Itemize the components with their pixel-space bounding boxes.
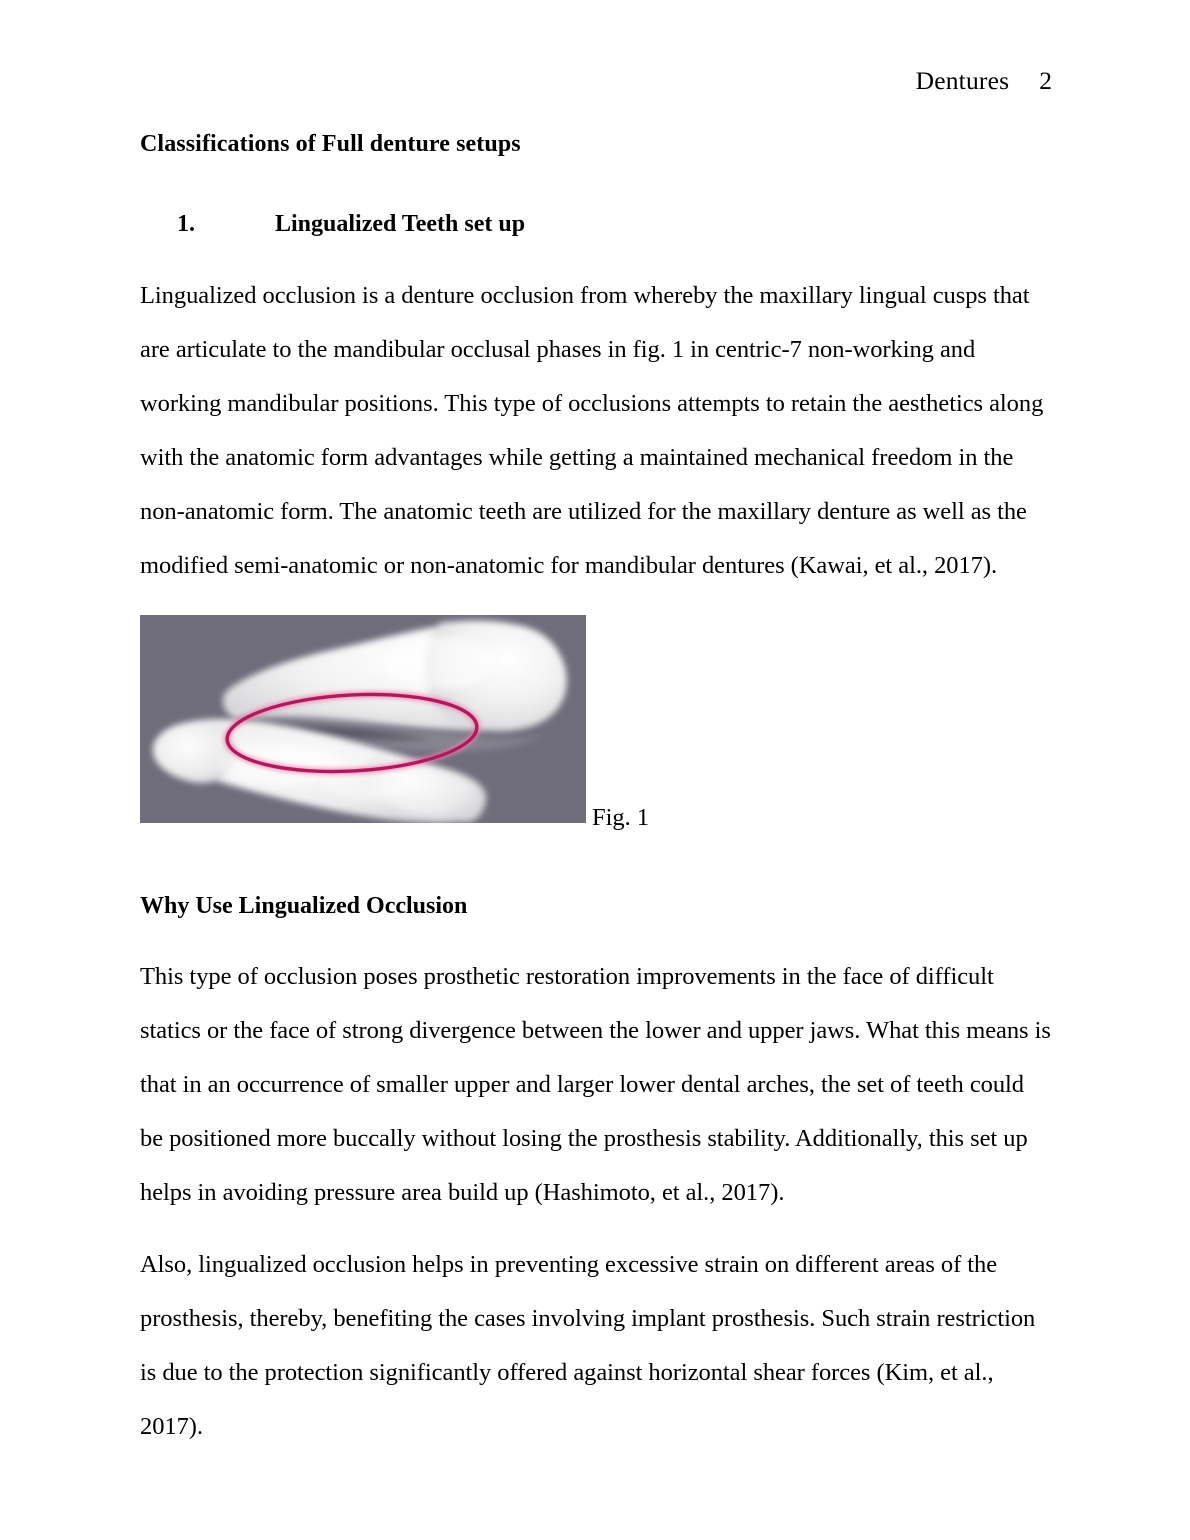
running-header [140, 68, 1052, 94]
list-item-number: 1. [177, 211, 195, 238]
paragraph-lingualized-occlusion-definition: Lingualized occlusion is a denture occlusion from whereby the maxillary lingual cusps that are articulate to the mandibular occlusal phases in fig. 1 in centric-7 non-working and working mandibular positions. This type of occlusions attempts to retain the aesthetics along with the anatomic form advantages while getting a maintained mechanical freedom in the non-anatomic form. The anatomic teeth are utilized for the maxillary denture as well as the modified semi-anatomic or non-anatomic for mandibular dentures (Kawai, et al., 2017). [140, 281, 1044, 579]
sub-heading-why-use: Why Use Lingualized Occlusion [140, 892, 468, 919]
figure-1-image [140, 615, 586, 823]
section-heading: Classifications of Full denture setups [140, 131, 521, 157]
paragraph-strain-prevention: Also, lingualized occlusion helps in preventing excessive strain on different areas of the prosthesis, thereby, benefiting the cases involving implant prosthesis. Such strain restriction is due to the protection significantly offered against horizontal shear forces (Kim, et al., 2017). [140, 1251, 1036, 1441]
running-head-title: Dentures [915, 66, 1010, 95]
page-number: 2 [1039, 66, 1052, 95]
figure-1 [140, 615, 1052, 830]
paragraph-prosthetic-improvements: This type of occlusion poses prosthetic restoration improvements in the face of difficult statics or the face of strong divergence between the lower and upper jaws. What this means is that in an occurrence of smaller upper and larger lower dental arches, the set of teeth could be positioned more buccally without losing the prosthesis stability. Additionally, this set up helps in avoiding pressure area build up (Hashimoto, et al., 2017). [140, 963, 1051, 1207]
numbered-list-item [140, 160, 1052, 240]
list-item-title: Lingualized Teeth set up [275, 211, 526, 238]
figure-1-caption: Fig. 1 [592, 803, 650, 831]
denture-occlusion-illustration [140, 615, 586, 823]
